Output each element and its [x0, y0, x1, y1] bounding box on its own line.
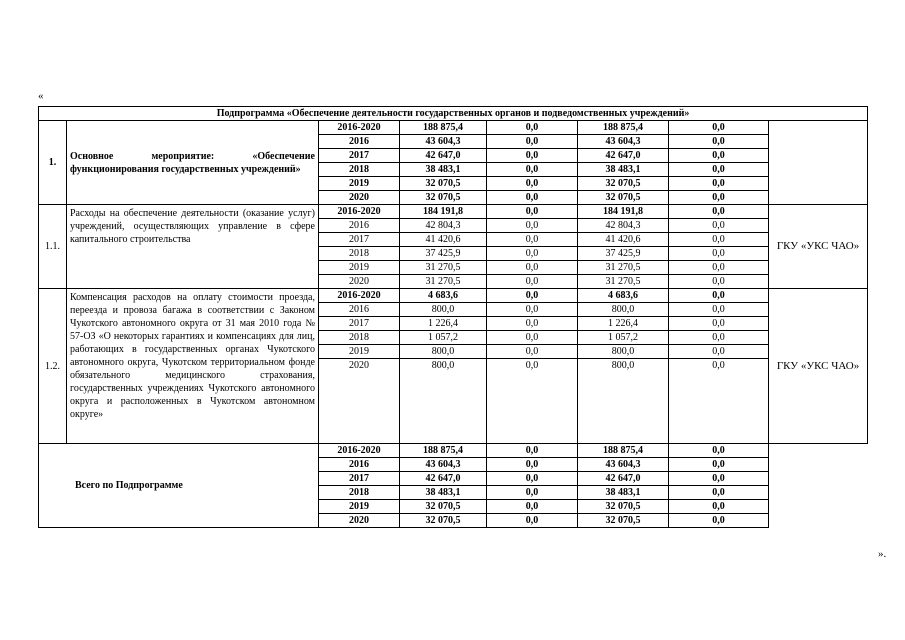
value-cell: 42 804,3 [578, 219, 669, 233]
value-cell: 32 070,5 [578, 514, 669, 528]
value-cell: 188 875,4 [578, 444, 669, 458]
year-cell: 2018 [319, 331, 400, 345]
value-cell: 0,0 [487, 275, 578, 289]
year-cell: 2016-2020 [319, 121, 400, 135]
table-row [39, 205, 868, 219]
value-cell: 0,0 [669, 289, 769, 303]
value-cell: 188 875,4 [578, 121, 669, 135]
value-cell: 31 270,5 [578, 275, 669, 289]
value-cell: 0,0 [487, 345, 578, 359]
value-cell: 0,0 [669, 219, 769, 233]
value-cell: 0,0 [669, 247, 769, 261]
value-cell: 0,0 [669, 205, 769, 219]
subprogram-title: Подпрограмма «Обеспечение деятельности государственных органов и подведомственных учреждений» [39, 107, 868, 121]
value-cell: 42 647,0 [578, 149, 669, 163]
value-cell: 31 270,5 [400, 275, 487, 289]
value-cell: 32 070,5 [578, 177, 669, 191]
executor-cell: ГКУ «УКС ЧАО» [769, 289, 868, 444]
value-cell: 38 483,1 [400, 486, 487, 500]
year-cell: 2019 [319, 345, 400, 359]
value-cell: 0,0 [487, 149, 578, 163]
value-cell: 188 875,4 [400, 121, 487, 135]
value-cell: 0,0 [669, 331, 769, 345]
value-cell: 0,0 [669, 261, 769, 275]
value-cell: 43 604,3 [400, 458, 487, 472]
value-cell: 0,0 [487, 205, 578, 219]
value-cell: 0,0 [487, 177, 578, 191]
value-cell: 42 647,0 [578, 472, 669, 486]
value-cell: 32 070,5 [400, 177, 487, 191]
value-cell: 42 647,0 [400, 472, 487, 486]
value-cell: 0,0 [487, 135, 578, 149]
executor-cell [769, 121, 868, 205]
value-cell: 41 420,6 [578, 233, 669, 247]
closing-quote: ». [878, 548, 887, 560]
value-cell: 43 604,3 [400, 135, 487, 149]
value-cell: 0,0 [487, 444, 578, 458]
value-cell: 0,0 [487, 500, 578, 514]
row-number: 1. [39, 121, 67, 205]
table-row [39, 289, 868, 303]
value-cell: 0,0 [487, 289, 578, 303]
year-cell: 2020 [319, 514, 400, 528]
year-cell: 2016 [319, 135, 400, 149]
value-cell: 0,0 [669, 135, 769, 149]
value-cell: 0,0 [487, 472, 578, 486]
value-cell: 41 420,6 [400, 233, 487, 247]
year-cell: 2019 [319, 261, 400, 275]
row-number: 1.1. [39, 205, 67, 289]
empty-cell [769, 444, 868, 528]
year-cell: 2016 [319, 303, 400, 317]
year-cell: 2017 [319, 233, 400, 247]
year-cell: 2020 [319, 275, 400, 289]
value-cell: 800,0 [578, 345, 669, 359]
value-cell: 0,0 [669, 191, 769, 205]
year-cell: 2020 [319, 359, 400, 444]
value-cell: 0,0 [487, 121, 578, 135]
value-cell: 0,0 [487, 486, 578, 500]
value-cell: 4 683,6 [578, 289, 669, 303]
value-cell: 0,0 [487, 247, 578, 261]
value-cell: 0,0 [669, 458, 769, 472]
value-cell: 800,0 [400, 359, 487, 444]
value-cell: 0,0 [669, 444, 769, 458]
value-cell: 0,0 [487, 233, 578, 247]
executor-cell: ГКУ «УКС ЧАО» [769, 205, 868, 289]
subprogram-table [38, 106, 868, 528]
value-cell: 38 483,1 [400, 163, 487, 177]
value-cell: 800,0 [578, 359, 669, 444]
value-cell: 37 425,9 [578, 247, 669, 261]
value-cell: 0,0 [669, 486, 769, 500]
value-cell: 31 270,5 [578, 261, 669, 275]
year-cell: 2016-2020 [319, 205, 400, 219]
value-cell: 38 483,1 [578, 163, 669, 177]
value-cell: 800,0 [578, 303, 669, 317]
value-cell: 1 057,2 [400, 331, 487, 345]
value-cell: 0,0 [669, 275, 769, 289]
value-cell: 800,0 [400, 303, 487, 317]
opening-quote: « [38, 90, 44, 102]
value-cell: 0,0 [487, 261, 578, 275]
value-cell: 32 070,5 [578, 500, 669, 514]
table-title-row [39, 107, 868, 121]
year-cell: 2019 [319, 500, 400, 514]
value-cell: 32 070,5 [400, 500, 487, 514]
year-cell: 2018 [319, 247, 400, 261]
value-cell: 0,0 [669, 317, 769, 331]
value-cell: 0,0 [487, 303, 578, 317]
value-cell: 1 226,4 [578, 317, 669, 331]
value-cell: 0,0 [487, 458, 578, 472]
value-cell: 43 604,3 [578, 135, 669, 149]
value-cell: 0,0 [487, 219, 578, 233]
value-cell: 0,0 [487, 359, 578, 444]
table-row [39, 121, 868, 135]
value-cell: 0,0 [669, 303, 769, 317]
year-cell: 2017 [319, 472, 400, 486]
year-cell: 2016-2020 [319, 444, 400, 458]
value-cell: 1 226,4 [400, 317, 487, 331]
value-cell: 188 875,4 [400, 444, 487, 458]
year-cell: 2018 [319, 163, 400, 177]
year-cell: 2016 [319, 458, 400, 472]
year-cell: 2020 [319, 191, 400, 205]
value-cell: 0,0 [487, 514, 578, 528]
value-cell: 0,0 [487, 163, 578, 177]
year-cell: 2016 [319, 219, 400, 233]
value-cell: 0,0 [669, 163, 769, 177]
activity-description: Расходы на обеспечение деятельности (оказание услуг) учреждений, осуществляющих управление в сфере капитального строительства [67, 205, 319, 289]
activity-description: Основное мероприятие: «Обеспечение функционирования государственных учреждений» [67, 121, 319, 205]
value-cell: 0,0 [669, 514, 769, 528]
total-label: Всего по Подпрограмме [39, 444, 319, 528]
value-cell: 0,0 [669, 233, 769, 247]
value-cell: 0,0 [669, 149, 769, 163]
value-cell: 4 683,6 [400, 289, 487, 303]
value-cell: 0,0 [669, 500, 769, 514]
value-cell: 32 070,5 [400, 514, 487, 528]
value-cell: 31 270,5 [400, 261, 487, 275]
value-cell: 42 647,0 [400, 149, 487, 163]
year-cell: 2018 [319, 486, 400, 500]
value-cell: 0,0 [669, 472, 769, 486]
activity-description: Компенсация расходов на оплату стоимости проезда, переезда и провоза багажа в соответствии с Законом Чукотского автономного округа от 31 мая 2010 года № 57-ОЗ «О некоторых гарантиях и компенсациях для лиц, работающих в государственных органах Чукотского автономного округа, Чукотском территориальном фонде обязательного медицинского страхования, государственных учреждениях Чукотского автономного округа и расположенных в Чукотском автономном округе» [67, 289, 319, 444]
value-cell: 37 425,9 [400, 247, 487, 261]
value-cell: 42 804,3 [400, 219, 487, 233]
value-cell: 32 070,5 [400, 191, 487, 205]
value-cell: 184 191,8 [400, 205, 487, 219]
year-cell: 2017 [319, 149, 400, 163]
row-number: 1.2. [39, 289, 67, 444]
value-cell: 0,0 [669, 359, 769, 444]
value-cell: 184 191,8 [578, 205, 669, 219]
year-cell: 2016-2020 [319, 289, 400, 303]
total-row [39, 444, 868, 458]
value-cell: 43 604,3 [578, 458, 669, 472]
value-cell: 32 070,5 [578, 191, 669, 205]
value-cell: 38 483,1 [578, 486, 669, 500]
value-cell: 0,0 [669, 177, 769, 191]
value-cell: 0,0 [487, 191, 578, 205]
year-cell: 2019 [319, 177, 400, 191]
year-cell: 2017 [319, 317, 400, 331]
value-cell: 0,0 [669, 345, 769, 359]
value-cell: 0,0 [487, 317, 578, 331]
value-cell: 0,0 [669, 121, 769, 135]
value-cell: 0,0 [487, 331, 578, 345]
value-cell: 800,0 [400, 345, 487, 359]
value-cell: 1 057,2 [578, 331, 669, 345]
